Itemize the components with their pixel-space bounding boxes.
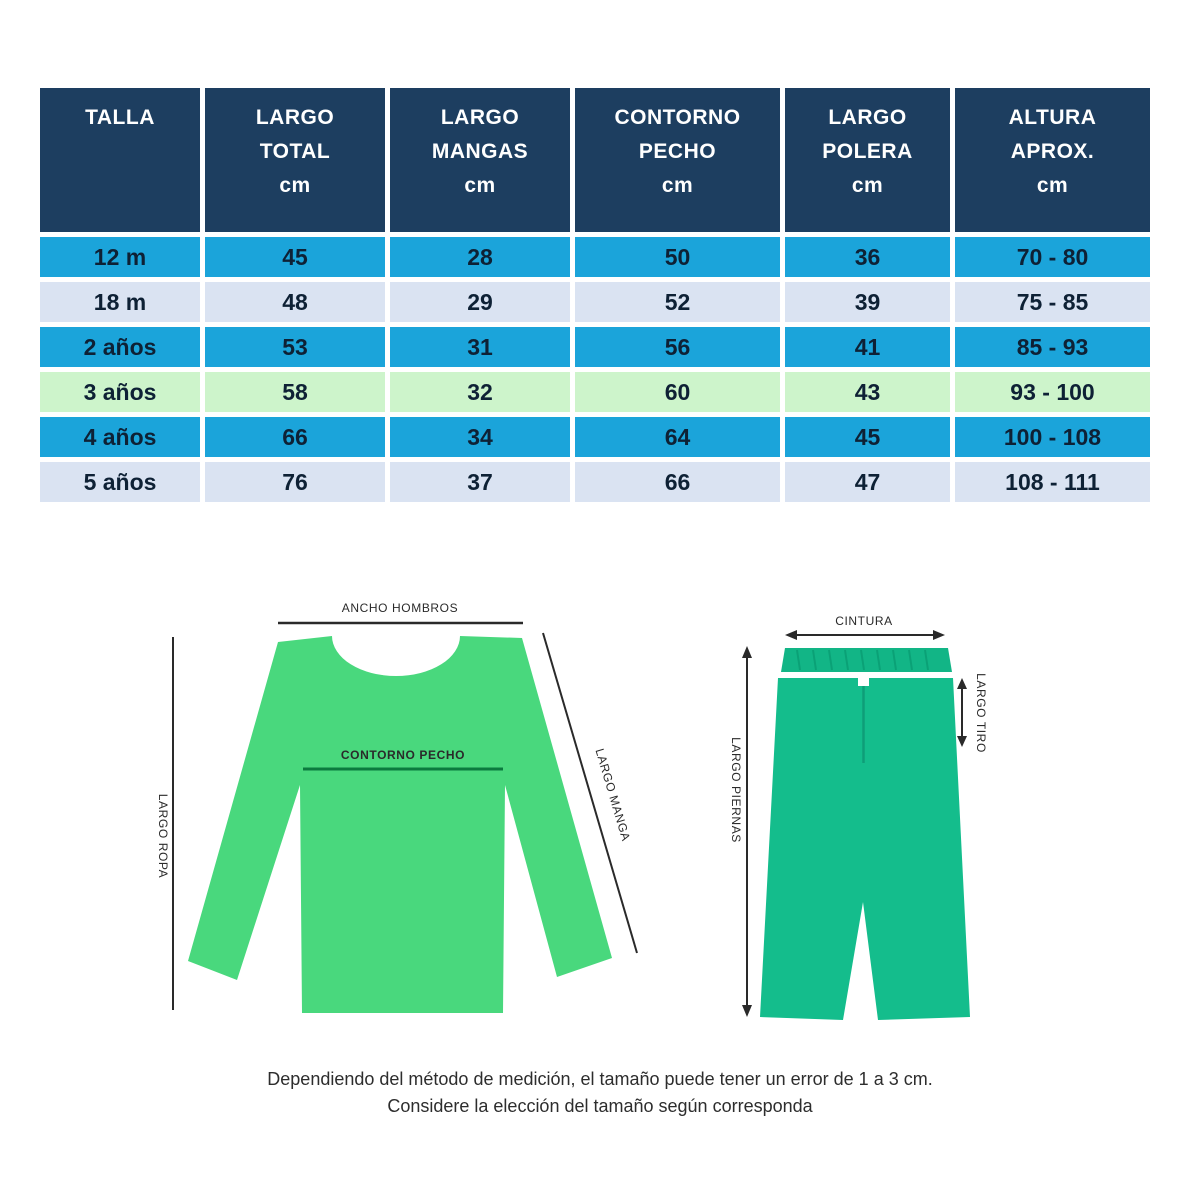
- cell-contorno-pecho: 52: [575, 282, 780, 322]
- disclaimer: [0, 1066, 1200, 1120]
- table-row-18m: [40, 282, 1150, 322]
- pants-graphic: [760, 678, 970, 1020]
- column-header-largo-mangas: [390, 88, 570, 232]
- cell-largo-polera: 36: [785, 237, 950, 277]
- cell-contorno-pecho: 50: [575, 237, 780, 277]
- largo-manga-label: LARGO MANGA: [592, 746, 634, 843]
- cell-altura-aprox: 75 - 85: [955, 282, 1150, 322]
- shirt-graphic: [188, 636, 612, 1013]
- header-line: PECHO: [638, 140, 717, 163]
- cell-largo-mangas: 37: [390, 462, 570, 502]
- header-line: POLERA: [822, 140, 913, 163]
- cell-largo-mangas: 32: [390, 372, 570, 412]
- cell-largo-total: 66: [205, 417, 385, 457]
- largo-tiro-arrowhead-bottom: [957, 736, 967, 747]
- cell-largo-total: 58: [205, 372, 385, 412]
- largo-piernas-arrowhead-top: [742, 646, 752, 658]
- column-header-contorno-pecho: [575, 88, 780, 232]
- column-header-altura-aprox: [955, 88, 1150, 232]
- table-row-5anos: [40, 462, 1150, 502]
- cell-contorno-pecho: 56: [575, 327, 780, 367]
- cell-largo-polera: 43: [785, 372, 950, 412]
- measurement-diagram: [0, 580, 1200, 1050]
- cell-altura-aprox: 100 - 108: [955, 417, 1150, 457]
- table-row-3anos: [40, 372, 1150, 412]
- cell-largo-polera: 39: [785, 282, 950, 322]
- header-line: cm: [464, 174, 496, 197]
- ancho-hombros-label: ANCHO HOMBROS: [341, 601, 459, 615]
- cell-talla: 4 años: [40, 417, 200, 457]
- size-table: [35, 83, 1155, 507]
- header-line: MANGAS: [431, 140, 529, 163]
- cell-altura-aprox: 93 - 100: [955, 372, 1150, 412]
- cell-talla: 2 años: [40, 327, 200, 367]
- header-line: LARGO: [440, 106, 520, 129]
- largo-ropa-label: LARGO ROPA: [156, 793, 170, 879]
- cell-altura-aprox: 70 - 80: [955, 237, 1150, 277]
- table-row-4anos: [40, 417, 1150, 457]
- cell-largo-polera: 47: [785, 462, 950, 502]
- header-line: cm: [851, 174, 884, 197]
- cell-largo-polera: 45: [785, 417, 950, 457]
- header-line: APROX.: [1010, 140, 1095, 163]
- cintura-arrowhead-left: [785, 630, 797, 640]
- cell-largo-total: 45: [205, 237, 385, 277]
- column-header-largo-polera: [785, 88, 950, 232]
- largo-piernas-arrowhead-bottom: [742, 1005, 752, 1017]
- cintura-arrowhead-right: [933, 630, 945, 640]
- table-row-12m: [40, 237, 1150, 277]
- cell-largo-mangas: 34: [390, 417, 570, 457]
- cell-largo-total: 53: [205, 327, 385, 367]
- header-line: ALTURA: [1008, 106, 1097, 129]
- cell-contorno-pecho: 66: [575, 462, 780, 502]
- header-line: TOTAL: [259, 140, 331, 163]
- table-row-2anos: [40, 327, 1150, 367]
- header-line: cm: [279, 174, 311, 197]
- cell-talla: 3 años: [40, 372, 200, 412]
- largo-piernas-label: LARGO PIERNAS: [729, 737, 743, 843]
- cell-contorno-pecho: 64: [575, 417, 780, 457]
- cell-largo-mangas: 29: [390, 282, 570, 322]
- cell-talla: 12 m: [40, 237, 200, 277]
- cell-contorno-pecho: 60: [575, 372, 780, 412]
- cell-largo-total: 76: [205, 462, 385, 502]
- cell-largo-mangas: 31: [390, 327, 570, 367]
- header-line: CONTORNO: [614, 106, 741, 129]
- cell-talla: 18 m: [40, 282, 200, 322]
- header-line: LARGO: [255, 106, 335, 129]
- contorno-pecho-label: CONTORNO PECHO: [340, 748, 466, 762]
- cell-altura-aprox: 108 - 111: [955, 462, 1150, 502]
- cintura-label: CINTURA: [835, 614, 893, 628]
- largo-tiro-label: LARGO TIRO: [974, 673, 988, 753]
- disclaimer-line-1: Dependiendo del método de medición, el tamaño puede tener un error de 1 a 3 cm.: [267, 1069, 933, 1089]
- header-line: cm: [661, 174, 694, 197]
- header-line: TALLA: [85, 106, 155, 129]
- cell-talla: 5 años: [40, 462, 200, 502]
- cell-altura-aprox: 85 - 93: [955, 327, 1150, 367]
- column-header-talla: [40, 88, 200, 232]
- column-header-largo-total: [205, 88, 385, 232]
- cell-largo-mangas: 28: [390, 237, 570, 277]
- cell-largo-polera: 41: [785, 327, 950, 367]
- header-row: [40, 88, 1150, 232]
- header-line: LARGO: [828, 106, 907, 129]
- largo-tiro-arrowhead-top: [957, 678, 967, 689]
- header-line: cm: [1036, 174, 1069, 197]
- pants-fly-notch: [858, 678, 869, 686]
- cell-largo-total: 48: [205, 282, 385, 322]
- disclaimer-line-2: Considere la elección del tamaño según corresponda: [387, 1096, 813, 1116]
